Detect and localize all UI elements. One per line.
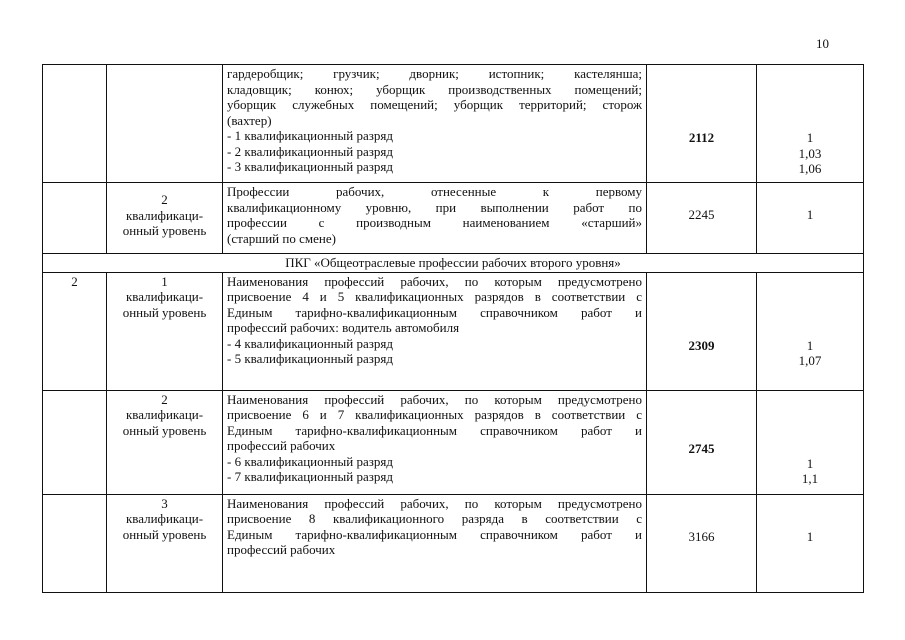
table-row bbox=[43, 183, 864, 254]
coefficient-cell: 1 1,03 1,06 bbox=[757, 65, 864, 183]
row-index-cell bbox=[43, 494, 107, 592]
salary-cell bbox=[647, 65, 757, 183]
group-header: ПКГ «Общеотраслевые профессии рабочих второго уровня» bbox=[43, 254, 864, 273]
salary-cell bbox=[647, 390, 757, 494]
description-cell: гардеробщик; грузчик; дворник; истопник; кастелянша; кладовщик; конюх; уборщик производственных помещений; уборщик служебных помещений; уборщик территорий; сторож (вахтер) - 1 квалификационный разряд - 2 квалификационный разряд - 3 квалификационный разряд bbox=[223, 65, 647, 183]
row-index-cell bbox=[43, 183, 107, 254]
description-cell: Наименования профессий рабочих, по которым предусмотрено присвоение 8 квалификационного разряда в соответствии с Единым тарифно-квалификационным справочником работ и профессий рабочих bbox=[223, 494, 647, 592]
coefficient-cell: 1 1,1 bbox=[757, 390, 864, 494]
salary-value: 2112 bbox=[688, 130, 715, 145]
salary-value: 2245 bbox=[688, 207, 715, 222]
qualification-table bbox=[42, 64, 864, 593]
level-cell bbox=[107, 65, 223, 183]
table-row bbox=[43, 272, 864, 390]
coefficient-cell: 1 bbox=[757, 494, 864, 592]
salary-cell bbox=[647, 494, 757, 592]
table-row bbox=[43, 65, 864, 183]
salary-cell bbox=[647, 183, 757, 254]
group-header-row bbox=[43, 254, 864, 273]
level-cell: 2 квалификаци- онный уровень bbox=[107, 390, 223, 494]
level-cell: 2 квалификаци- онный уровень bbox=[107, 183, 223, 254]
salary-cell bbox=[647, 272, 757, 390]
coefficient-cell: 1 1,07 bbox=[757, 272, 864, 390]
table-row bbox=[43, 494, 864, 592]
coefficient-cell: 1 bbox=[757, 183, 864, 254]
table-row bbox=[43, 390, 864, 494]
row-index-cell: 2 bbox=[43, 272, 107, 390]
salary-value: 3166 bbox=[688, 528, 715, 544]
description-cell: Наименования профессий рабочих, по которым предусмотрено присвоение 6 и 7 квалификационных разрядов в соответствии с Единым тарифно-квалификационным справочником работ и профессий рабочих - 6 квалификационный разряд - 7 квалификационный разряд bbox=[223, 390, 647, 494]
level-cell: 1 квалификаци- онный уровень bbox=[107, 272, 223, 390]
row-index-cell bbox=[43, 390, 107, 494]
salary-value: 2309 bbox=[688, 337, 715, 353]
page-number: 10 bbox=[816, 36, 829, 51]
description-cell: Профессии рабочих, отнесенные к первому квалификационному уровню, при выполнении работ по профессии с производным наименованием «старший» (старший по смене) bbox=[223, 183, 647, 254]
row-index-cell bbox=[43, 65, 107, 183]
level-cell: 3 квалификаци- онный уровень bbox=[107, 494, 223, 592]
description-cell: Наименования профессий рабочих, по которым предусмотрено присвоение 4 и 5 квалификационных разрядов в соответствии с Единым тарифно-квалификационным справочником работ и профессий рабочих: водитель автомобиля - 4 квалификационный разряд - 5 квалификационный разряд bbox=[223, 272, 647, 390]
salary-value: 2745 bbox=[688, 440, 715, 456]
